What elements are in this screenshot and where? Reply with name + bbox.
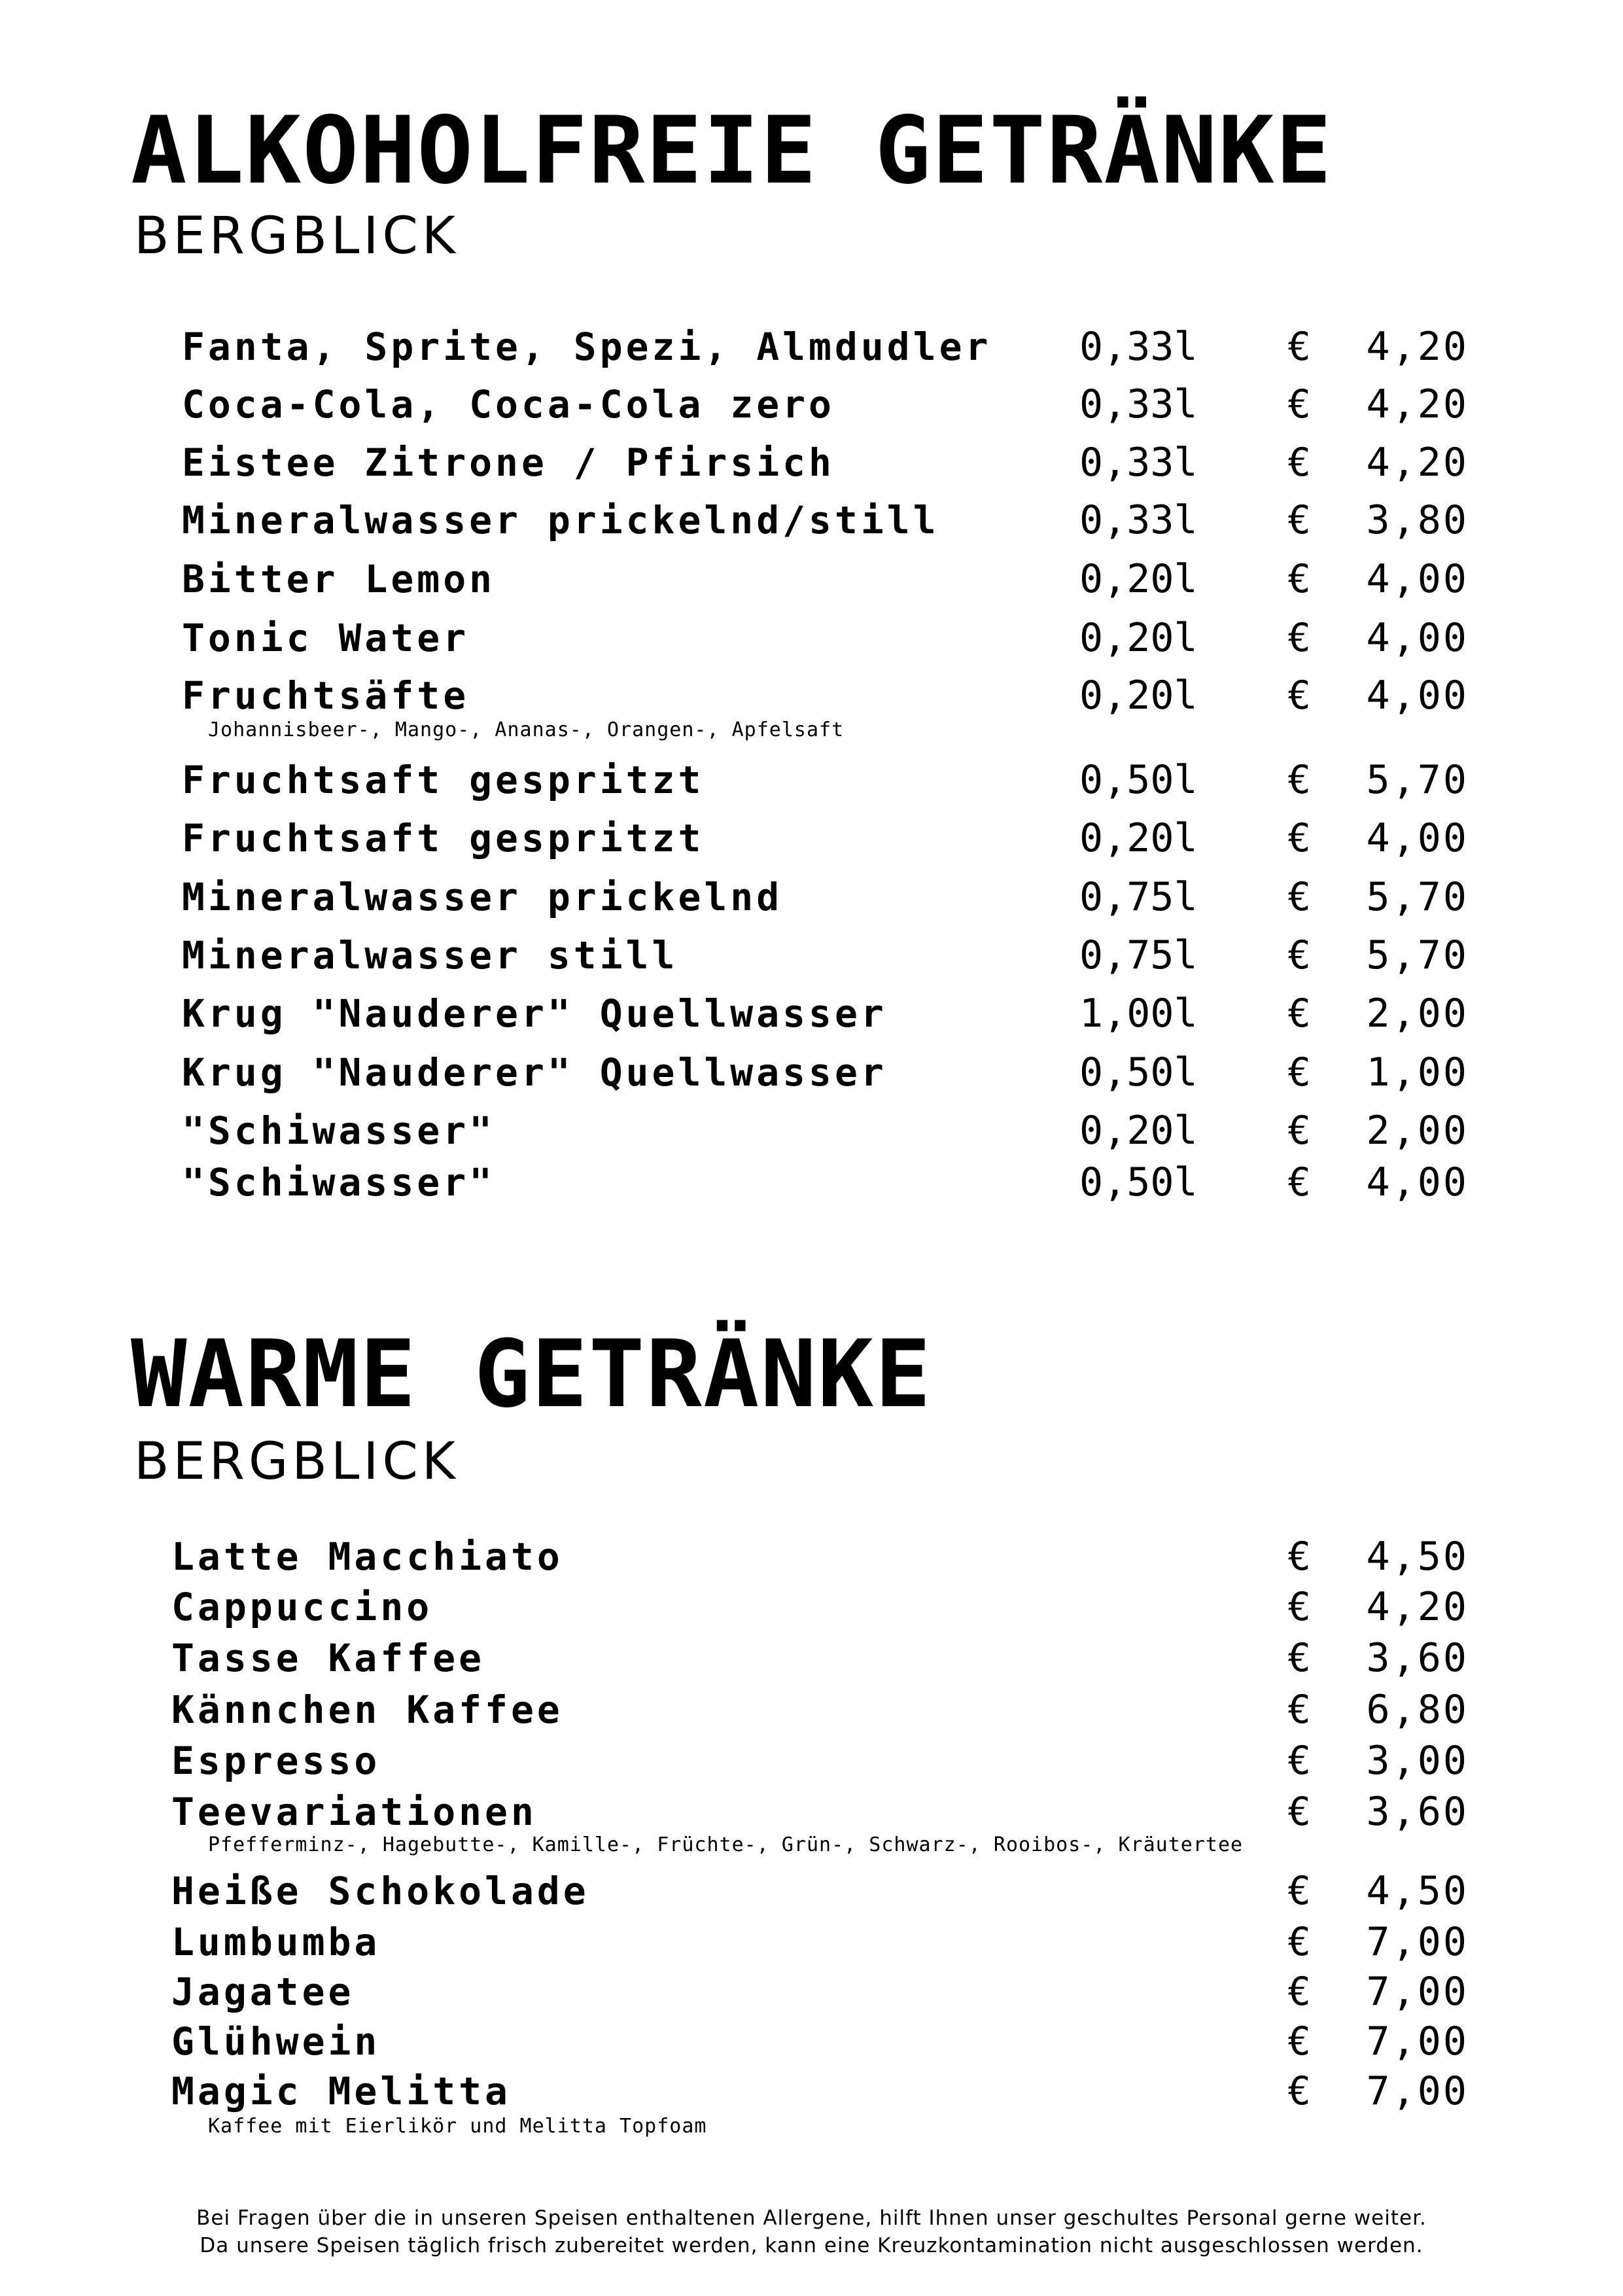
warm-section-subtitle: BERGBLICK (134, 1432, 460, 1491)
item-currency: € (1287, 1159, 1312, 1205)
menu-item (0, 2068, 1623, 2114)
item-currency: € (1287, 381, 1312, 427)
item-currency: € (1287, 615, 1312, 661)
item-name: Bitter Lemon (182, 557, 496, 601)
item-price: 4,00 (1366, 615, 1469, 661)
item-currency: € (1287, 1584, 1312, 1630)
menu-item (0, 1635, 1623, 1681)
item-price: 5,70 (1366, 932, 1469, 978)
menu-item (0, 1584, 1623, 1630)
item-price: 5,70 (1366, 757, 1469, 803)
item-note: Johannisbeer-, Mango-, Ananas-, Orangen-, Apfelsaft (208, 718, 845, 741)
item-currency: € (1287, 932, 1312, 978)
item-name: Tonic Water (182, 616, 470, 660)
item-price: 4,20 (1366, 381, 1469, 427)
item-price: 2,00 (1366, 991, 1469, 1036)
menu-item (0, 1108, 1623, 1154)
item-volume: 0,20l (1079, 815, 1198, 861)
item-currency: € (1287, 2068, 1312, 2114)
menu-item (0, 815, 1623, 861)
menu-item (0, 324, 1623, 370)
item-volume: 1,00l (1079, 991, 1198, 1036)
item-volume: 0,33l (1079, 440, 1198, 486)
menu-item (0, 440, 1623, 486)
item-price: 7,00 (1366, 2068, 1469, 2114)
menu-item (0, 1868, 1623, 1914)
item-name: Mineralwasser prickelnd (182, 875, 783, 919)
item-name: Fanta, Sprite, Spezi, Almdudler (182, 325, 992, 369)
item-name: Krug "Nauderer" Quellwasser (182, 1050, 887, 1095)
item-name: Mineralwasser still (182, 933, 678, 978)
item-price: 3,80 (1366, 497, 1469, 543)
item-note: Pfefferminz-, Hagebutte-, Kamille-, Früchte-, Grün-, Schwarz-, Rooibos-, Kräutertee (208, 1833, 1244, 1856)
item-name: "Schiwasser" (182, 1160, 496, 1205)
allergen-notice: Bei Fragen über die in unseren Speisen enthaltenen Allergene, hilft Ihnen unser geschultes Personal gerne weiter. (196, 2206, 1427, 2230)
item-price: 3,60 (1366, 1635, 1469, 1681)
cold-section-subtitle: BERGBLICK (134, 207, 460, 266)
menu-item (0, 497, 1623, 543)
item-price: 3,00 (1366, 1738, 1469, 1784)
menu-item (0, 1534, 1623, 1580)
item-currency: € (1287, 1108, 1312, 1154)
item-price: 7,00 (1366, 1919, 1469, 1965)
menu-item (0, 1687, 1623, 1733)
menu-item (0, 1159, 1623, 1205)
menu-item (0, 1789, 1623, 1835)
item-price: 4,50 (1366, 1534, 1469, 1580)
item-name: Fruchtsaft gespritzt (182, 816, 705, 860)
item-volume: 0,20l (1079, 556, 1198, 602)
item-note: Kaffee mit Eierlikör und Melitta Topfoam (208, 2115, 707, 2138)
item-name: Fruchtsäfte (182, 673, 470, 718)
item-currency: € (1287, 1050, 1312, 1095)
item-name: Tasse Kaffee (171, 1636, 485, 1680)
menu-item (0, 556, 1623, 602)
item-currency: € (1287, 497, 1312, 543)
item-name: Krug "Nauderer" Quellwasser (182, 991, 887, 1036)
item-price: 4,00 (1366, 815, 1469, 861)
item-name: "Schiwasser" (182, 1108, 496, 1153)
item-currency: € (1287, 1635, 1312, 1681)
item-name: Espresso (171, 1739, 381, 1783)
item-currency: € (1287, 815, 1312, 861)
item-volume: 0,50l (1079, 1050, 1198, 1095)
menu-item (0, 932, 1623, 978)
menu-item (0, 991, 1623, 1036)
item-currency: € (1287, 673, 1312, 718)
item-currency: € (1287, 991, 1312, 1036)
contamination-notice: Da unsere Speisen täglich frisch zubereitet werden, kann eine Kreuzkontamination nicht ausgeschlossen werden. (200, 2234, 1423, 2257)
item-currency: € (1287, 1868, 1312, 1914)
item-price: 4,20 (1366, 440, 1469, 486)
item-price: 2,00 (1366, 1108, 1469, 1154)
menu-item (0, 1969, 1623, 2015)
item-volume: 0,50l (1079, 757, 1198, 803)
menu-item (0, 874, 1623, 920)
item-volume: 0,20l (1079, 673, 1198, 718)
item-name: Fruchtsaft gespritzt (182, 758, 705, 802)
item-volume: 0,75l (1079, 874, 1198, 920)
item-name: Mineralwasser prickelnd/still (182, 498, 939, 542)
item-name: Magic Melitta (171, 2069, 511, 2113)
cold-section-title: ALKOHOLFREIE GETRÄNKE (131, 97, 1333, 205)
item-name: Teevariationen (171, 1790, 537, 1834)
item-name: Cappuccino (171, 1585, 433, 1629)
item-currency: € (1287, 556, 1312, 602)
item-volume: 0,20l (1079, 1108, 1198, 1154)
warm-section-title: WARME GETRÄNKE (131, 1320, 932, 1428)
item-volume: 0,20l (1079, 615, 1198, 661)
menu-item (0, 1919, 1623, 1965)
item-price: 5,70 (1366, 874, 1469, 920)
item-currency: € (1287, 324, 1312, 370)
menu-item (0, 2019, 1623, 2064)
item-name: Eistee Zitrone / Pfirsich (182, 440, 835, 485)
item-currency: € (1287, 1789, 1312, 1835)
item-currency: € (1287, 440, 1312, 486)
item-volume: 0,33l (1079, 497, 1198, 543)
item-price: 1,00 (1366, 1050, 1469, 1095)
item-currency: € (1287, 1969, 1312, 2015)
menu-item (0, 757, 1623, 803)
item-price: 4,00 (1366, 1159, 1469, 1205)
item-price: 4,20 (1366, 324, 1469, 370)
menu-item (0, 381, 1623, 427)
item-price: 7,00 (1366, 1969, 1469, 2015)
item-price: 4,20 (1366, 1584, 1469, 1630)
item-name: Glühwein (171, 2019, 381, 2064)
item-volume: 0,75l (1079, 932, 1198, 978)
item-currency: € (1287, 874, 1312, 920)
item-price: 7,00 (1366, 2019, 1469, 2064)
menu-item (0, 615, 1623, 661)
item-name: Kännchen Kaffee (171, 1687, 563, 1732)
menu-item (0, 1738, 1623, 1784)
item-currency: € (1287, 1738, 1312, 1784)
item-name: Jagatee (171, 1969, 355, 2014)
menu-item (0, 1050, 1623, 1095)
item-currency: € (1287, 1687, 1312, 1733)
item-price: 4,00 (1366, 556, 1469, 602)
item-price: 3,60 (1366, 1789, 1469, 1835)
item-currency: € (1287, 757, 1312, 803)
item-volume: 0,33l (1079, 381, 1198, 427)
item-volume: 0,50l (1079, 1159, 1198, 1205)
item-volume: 0,33l (1079, 324, 1198, 370)
item-price: 4,50 (1366, 1868, 1469, 1914)
item-price: 6,80 (1366, 1687, 1469, 1733)
item-currency: € (1287, 2019, 1312, 2064)
menu-item (0, 673, 1623, 718)
item-name: Coca-Cola, Coca-Cola zero (182, 382, 835, 427)
item-currency: € (1287, 1919, 1312, 1965)
item-name: Lumbumba (171, 1920, 381, 1964)
item-name: Latte Macchiato (171, 1534, 563, 1579)
item-currency: € (1287, 1534, 1312, 1580)
item-price: 4,00 (1366, 673, 1469, 718)
item-name: Heiße Schokolade (171, 1869, 589, 1913)
